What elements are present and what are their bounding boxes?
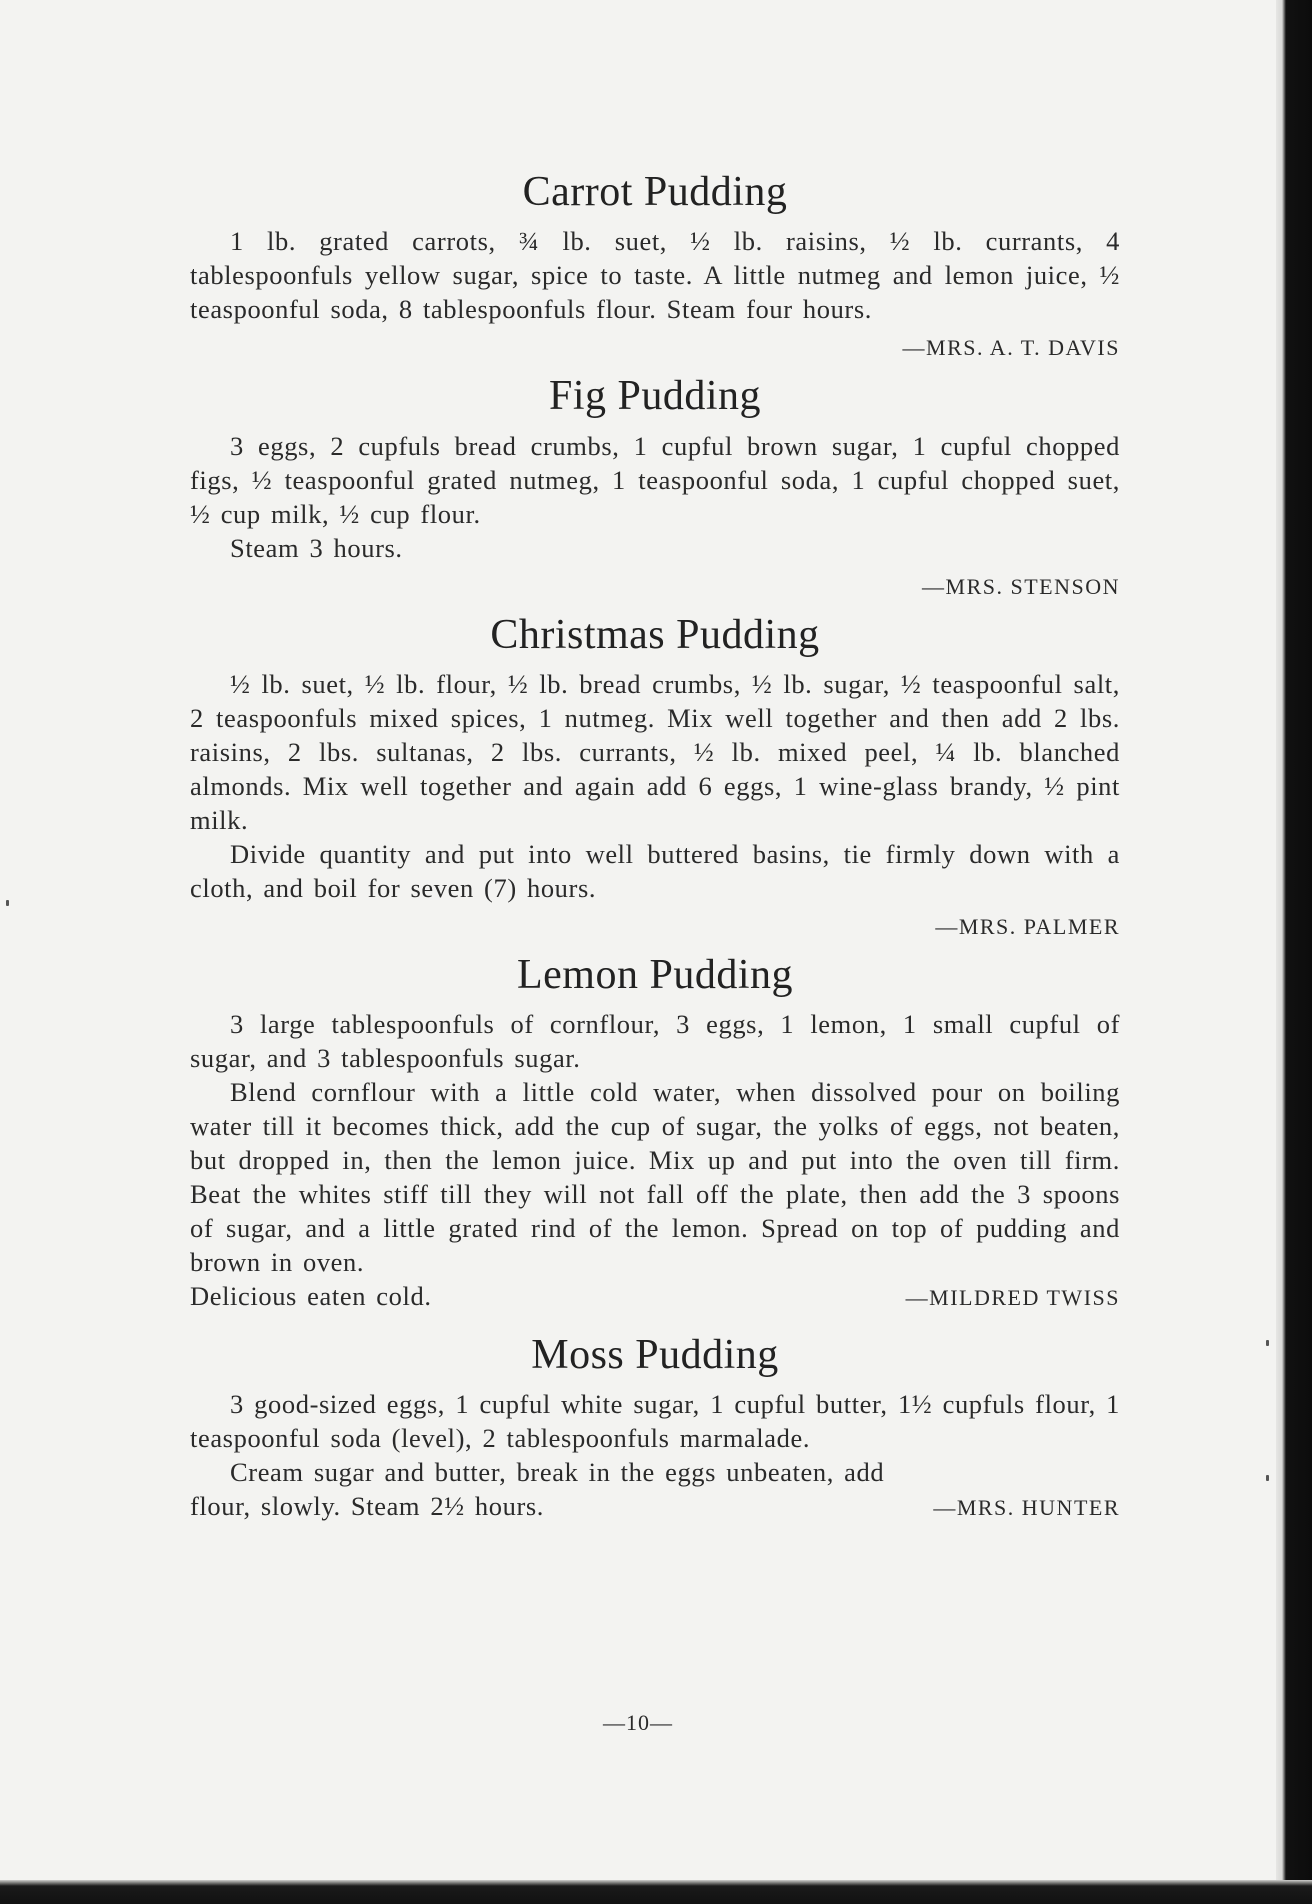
- recipe-fig-pudding: [190, 372, 1120, 600]
- recipe-paragraph: 1 lb. grated carrots, ¾ lb. suet, ½ lb. raisins, ½ lb. currants, 4 tablespoonfuls yellow sugar, spice to taste. A little nutmeg and lemon juice, ½ teaspoonful soda, 8 tablespoonfuls flour. Steam four hours.: [190, 226, 1120, 325]
- recipe-lemon-pudding: [190, 951, 1120, 1313]
- recipe-closing-line: Delicious eaten cold.: [190, 1281, 432, 1312]
- recipe-paragraph: 3 large tablespoonfuls of cornflour, 3 eggs, 1 lemon, 1 small cupful of sugar, and 3 tablespoonfuls sugar.: [190, 1009, 1120, 1074]
- scan-bottom-edge: [0, 1880, 1312, 1904]
- recipe-title: Carrot Pudding: [522, 169, 788, 215]
- recipe-author: —MRS. HUNTER: [933, 1495, 1120, 1521]
- recipe-christmas-pudding: [190, 611, 1120, 941]
- recipe-author: —MRS. A. T. DAVIS: [902, 335, 1120, 361]
- closing-line-row: [190, 1279, 1120, 1313]
- closing-line-row: [190, 1489, 1120, 1523]
- recipe-paragraph: Cream sugar and butter, break in the eggs unbeaten, add: [230, 1457, 885, 1488]
- page-speck: [1266, 1475, 1269, 1481]
- recipe-title: Moss Pudding: [531, 1332, 779, 1379]
- recipe-paragraph: 3 good-sized eggs, 1 cupful white sugar, 1 cupful butter, 1½ cupfuls flour, 1 teaspoonful soda (level), 2 tablespoonfuls marmalade.: [190, 1389, 1120, 1454]
- page-speck: [1266, 1340, 1269, 1346]
- recipe-paragraph: ½ lb. suet, ½ lb. flour, ½ lb. bread crumbs, ½ lb. sugar, ½ teaspoonful salt, 2 teaspoonfuls mixed spices, 1 nutmeg. Mix well together and then add 2 lbs. raisins, 2 lbs. sultanas, 2 lbs. currants, ½ lb. mixed peel, ¼ lb. blanched almonds. Mix well together and again add 6 eggs, 1 wine-glass brandy, ½ pint milk.: [190, 668, 1120, 835]
- recipe-paragraph: Blend cornflour with a little cold water, when dissolved pour on boiling water till it becomes thick, add the cup of sugar, the yolks of eggs, not beaten, but dropped in, then the lemon juice. Mix up and put into the oven till firm. Beat the whites stiff till they will not fall off the plate, then add the 3 spoons of sugar, and a little grated rind of the lemon. Spread on top of pudding and brown in oven.: [190, 1077, 1120, 1278]
- recipe-title: Fig Pudding: [548, 373, 762, 420]
- recipe-title: Lemon Pudding: [517, 951, 793, 998]
- recipe-author: —MILDRED TWISS: [905, 1285, 1120, 1311]
- recipe-moss-pudding: [190, 1331, 1120, 1523]
- recipe-content: [190, 168, 1120, 1529]
- recipe-paragraph: Divide quantity and put into well buttered basins, tie firmly down with a cloth, and boil for seven (7) hours.: [190, 838, 1120, 903]
- recipe-author: —MRS. STENSON: [922, 573, 1120, 599]
- recipe-author: —MRS. PALMER: [935, 913, 1120, 939]
- recipe-paragraph: 3 eggs, 2 cupfuls bread crumbs, 1 cupful brown sugar, 1 cupful chopped figs, ½ teaspoonful grated nutmeg, 1 teaspoonful soda, 1 cupful chopped suet, ½ cup milk, ½ cup flour.: [190, 430, 1120, 529]
- recipe-carrot-pudding: [190, 168, 1120, 362]
- page-speck: [6, 900, 9, 906]
- scan-right-edge: [1276, 0, 1312, 1904]
- page-number: —10—: [603, 1710, 673, 1735]
- recipe-closing-line: flour, slowly. Steam 2½ hours.: [190, 1491, 545, 1522]
- recipe-paragraph: Steam 3 hours.: [230, 532, 403, 563]
- recipe-title: Christmas Pudding: [490, 611, 820, 658]
